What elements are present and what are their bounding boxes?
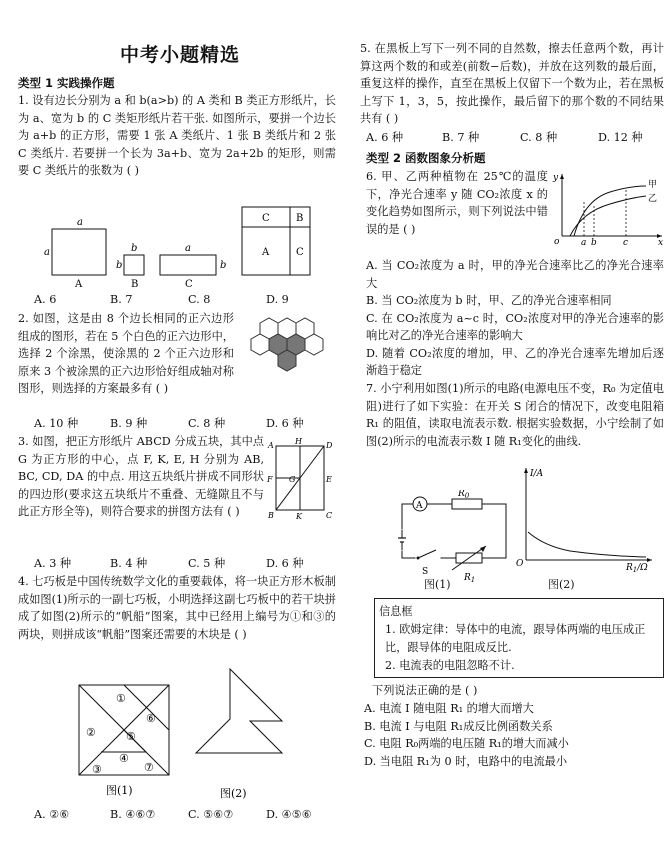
q3-label-G: G [289,475,296,484]
q6-option-c[interactable]: C. 在 CO₂浓度为 a~c 时，CO₂浓度对甲的净光合速率的影响比对乙的净光合速率的影响大 [366,311,664,342]
q3-label-A: A [268,441,274,450]
graph-y-label: I/A [530,469,544,479]
q1-option-b[interactable]: B. 7 [110,293,133,306]
q3-label-H: H [295,437,302,446]
q3-label-C: C [326,511,333,520]
q3-text: 3. 如图，把正方形纸片 ABCD 分成五块，其中点 G 为正方形的中心，点 F, K, E, H 分别为 AB, BC, CD, DA 的中点. 用这五块纸片拼成不同形状的四边形(要求这五块纸片不重叠、无缝隙且不与此正方形全等)，则符合要求的拼图方法有 ( ) [18,435,264,518]
piece-4: ④ [119,752,129,765]
q4-options [34,806,336,824]
q7-option-a[interactable]: A. 电流 I 随电阻 R₁ 的增大而增大 [364,702,534,715]
q6-x-label: x [658,238,664,246]
q7-current-graph [510,462,660,572]
q7-text: 7. 小宁利用如图(1)所示的电路(电源电压不变，R₀ 为定值电阻)进行了如下实验：在开关 S 闭合的情况下，改变电阻箱 R₁ 的阻值，读取电流表示数. 根据实验数据，小宁绘制了如图(2)所示的电流表示数 I 随 R₁变化的曲线. [366,382,664,448]
q6-options [366,257,664,380]
piece-1: ① [116,692,126,705]
q3-label-B: B [268,511,274,520]
big-C1: C [262,213,270,224]
q4-option-c[interactable]: C. ⑤⑥⑦ [188,808,234,821]
q7-option-d[interactable]: D. 当电阻 R₁为 0 时，电路中的电流最小 [364,754,568,768]
q1-label-a1: a [77,217,83,228]
big-A: A [262,247,270,258]
q2-option-b[interactable]: B. 9 种 [110,417,148,430]
q5-options [366,129,664,147]
q2-text: 2. 如图，这是由 8 个边长相同的正六边形组成的图形，若在 5 个白色的正六边形中，选择 2 个涂黑，使涂黑的 2 个正六边形和原来 3 个被涂黑的正六边形恰好组成轴对称图形，则选择的方案最多有 ( ) [18,312,234,395]
q1-label-b3: b [220,260,227,271]
q3-label-K: K [296,512,302,521]
q1-label-a2: a [44,247,50,258]
q1-label-A: A [75,279,83,289]
q3-label-D: D [326,441,333,450]
q6-graph [550,170,666,246]
q6-option-b[interactable]: B. 当 CO₂浓度为 b 时，甲、乙的净光合速率相同 [366,294,612,307]
section-heading-1: 类型 1 实践操作题 [18,76,115,90]
q3-label-E: E [326,475,332,484]
q2-option-c[interactable]: C. 8 种 [188,417,226,430]
page-title: 中考小题精选 [120,44,241,66]
q1-option-c[interactable]: C. 8 [188,293,211,306]
q3-options [34,555,326,573]
q4-fig2-caption: 图(2) [220,787,247,800]
q4-text: 4. 七巧板是中国传统数学文化的重要载体，将一块正方形木板制成如图(1)所示的一副七巧板，小明选择这副七巧板中的若干块拼成了如图(2)所示的“帆船”图案，其中已经用上编号为①和③的两块，则拼成该“帆船”图案还需要的木块是 ( ) [18,575,336,641]
q6-origin: o [554,237,560,246]
big-B: B [296,213,304,224]
switch-label: S [422,567,429,577]
q4-option-a[interactable]: A. ②⑥ [34,808,70,821]
info-box-line-1: 1. 欧姆定律：导体中的电流，跟导体两端的电压成正比，跟导体的电阻成反比. [385,623,646,654]
square-a [52,229,106,275]
q3-option-d[interactable]: D. 6 种 [266,557,304,570]
q6-legend-jia: 甲 [648,180,658,190]
r1-label: $R_1$ [464,573,476,584]
piece-7: ⑦ [144,761,154,774]
q1-text: 1. 设有边长分别为 a 和 b(a>b) 的 A 类和 B 类正方形纸片，长为 a、宽为 b 的 C 类矩形纸片若干张. 如图所示，要拼一个边长为 a+b 的正方形，需要 1 张 A 类纸片、1 张 B 类纸片和 2 张 C 类纸片. 若要拼一个长为 3a+b、宽为 2a+2b 的矩形，则需要 C 类纸片的张数为 ( ) [18,94,336,177]
q6-option-d[interactable]: D. 随着 CO₂浓度的增加，甲、乙的净光合速率先增加后逐渐趋于稳定 [366,346,664,377]
q6-legend-yi: 乙 [648,194,658,204]
q5-text: 5. 在黑板上写下一列不同的自然数，擦去任意两个数，再计算这两个数的和或差(前数−后数)，并放在这列数的最后面，重复这样的操作，直至在黑板上仅留下一个数为止，若在黑板上写下 1，3，5，按此操作，最后留下的那个数的不同结果共有 ( ) [360,42,664,125]
q3-option-a[interactable]: A. 3 种 [34,557,72,570]
q4-sailboat-fig2 [190,665,300,803]
q1-label-b1: b [131,243,138,254]
q2-hexagon-figure [240,313,334,399]
q2-options [34,415,326,433]
q5-option-c[interactable]: C. 8 种 [520,131,558,144]
q1-label-C: C [185,279,193,289]
square-b [124,255,144,275]
graph-origin: O [516,559,524,569]
q4-fig1-caption: 图(1) [106,784,133,797]
q7-option-c[interactable]: C. 电阻 R₀两端的电压随 R₁的增大而减小 [364,737,569,750]
q3-square-figure [262,436,334,522]
section-heading-2: 类型 2 函数图象分析题 [366,151,486,165]
q1-label-b2: b [116,260,123,271]
q3-option-b[interactable]: B. 4 种 [110,557,148,570]
q2-option-a[interactable]: A. 10 种 [34,417,79,430]
rect-c [160,255,216,275]
q1-figure [44,203,324,289]
q5-option-a[interactable]: A. 6 种 [366,131,404,144]
ammeter-label: A [416,501,423,511]
q2-option-d[interactable]: D. 6 种 [266,417,304,430]
q1-option-a[interactable]: A. 6 [34,293,57,306]
q4-option-b[interactable]: B. ④⑥⑦ [110,808,156,821]
graph-x-label: $R_1/\Omega$ [626,563,648,572]
big-C2: C [296,247,304,258]
q6-text: 6. 甲、乙两种植物在 25℃的温度下，净光合速率 y 随 CO₂浓度 x 的变化趋势如图所示，则下列说法中错误的是 ( ) [366,170,548,236]
q7-options [364,700,662,770]
q7-question: 下列说法正确的是 ( ) [372,684,478,697]
piece-5: ⑤ [126,730,136,743]
q6-tick-a: a [581,238,587,246]
info-box-title: 信息框 [379,605,413,618]
q3-label-F: F [267,475,273,484]
q1-options [34,291,326,309]
q5-option-d[interactable]: D. 12 种 [598,131,643,144]
q1-option-d[interactable]: D. 9 [266,293,289,306]
q6-tick-b: b [591,238,597,246]
q5-option-b[interactable]: B. 7 种 [442,131,480,144]
q3-option-c[interactable]: C. 5 种 [188,557,226,570]
q1-label-B: B [131,279,139,289]
r0-label: $R_0$ [458,490,470,500]
q7-option-b[interactable]: B. 电流 I 与电阻 R₁成反比例函数关系 [364,719,553,733]
q7-fig1-caption: 图(1) [424,578,451,591]
q1-label-a3: a [185,243,191,254]
info-box [374,598,664,678]
q7-circuit-figure [392,490,522,590]
q4-tangram-fig1 [74,680,174,800]
piece-3: ③ [92,763,102,776]
q6-tick-c: c [623,238,629,246]
q6-y-label: y [553,173,559,183]
q4-option-d[interactable]: D. ④⑤⑥ [266,808,312,821]
q6-option-a[interactable]: A. 当 CO₂浓度为 a 时，甲的净光合速率比乙的净光合速率大 [366,259,664,290]
info-box-line-2: 2. 电流表的电阻忽略不计. [385,659,515,672]
q7-fig2-caption: 图(2) [548,578,575,591]
piece-2: ② [86,726,96,739]
piece-6: ⑥ [146,712,156,725]
